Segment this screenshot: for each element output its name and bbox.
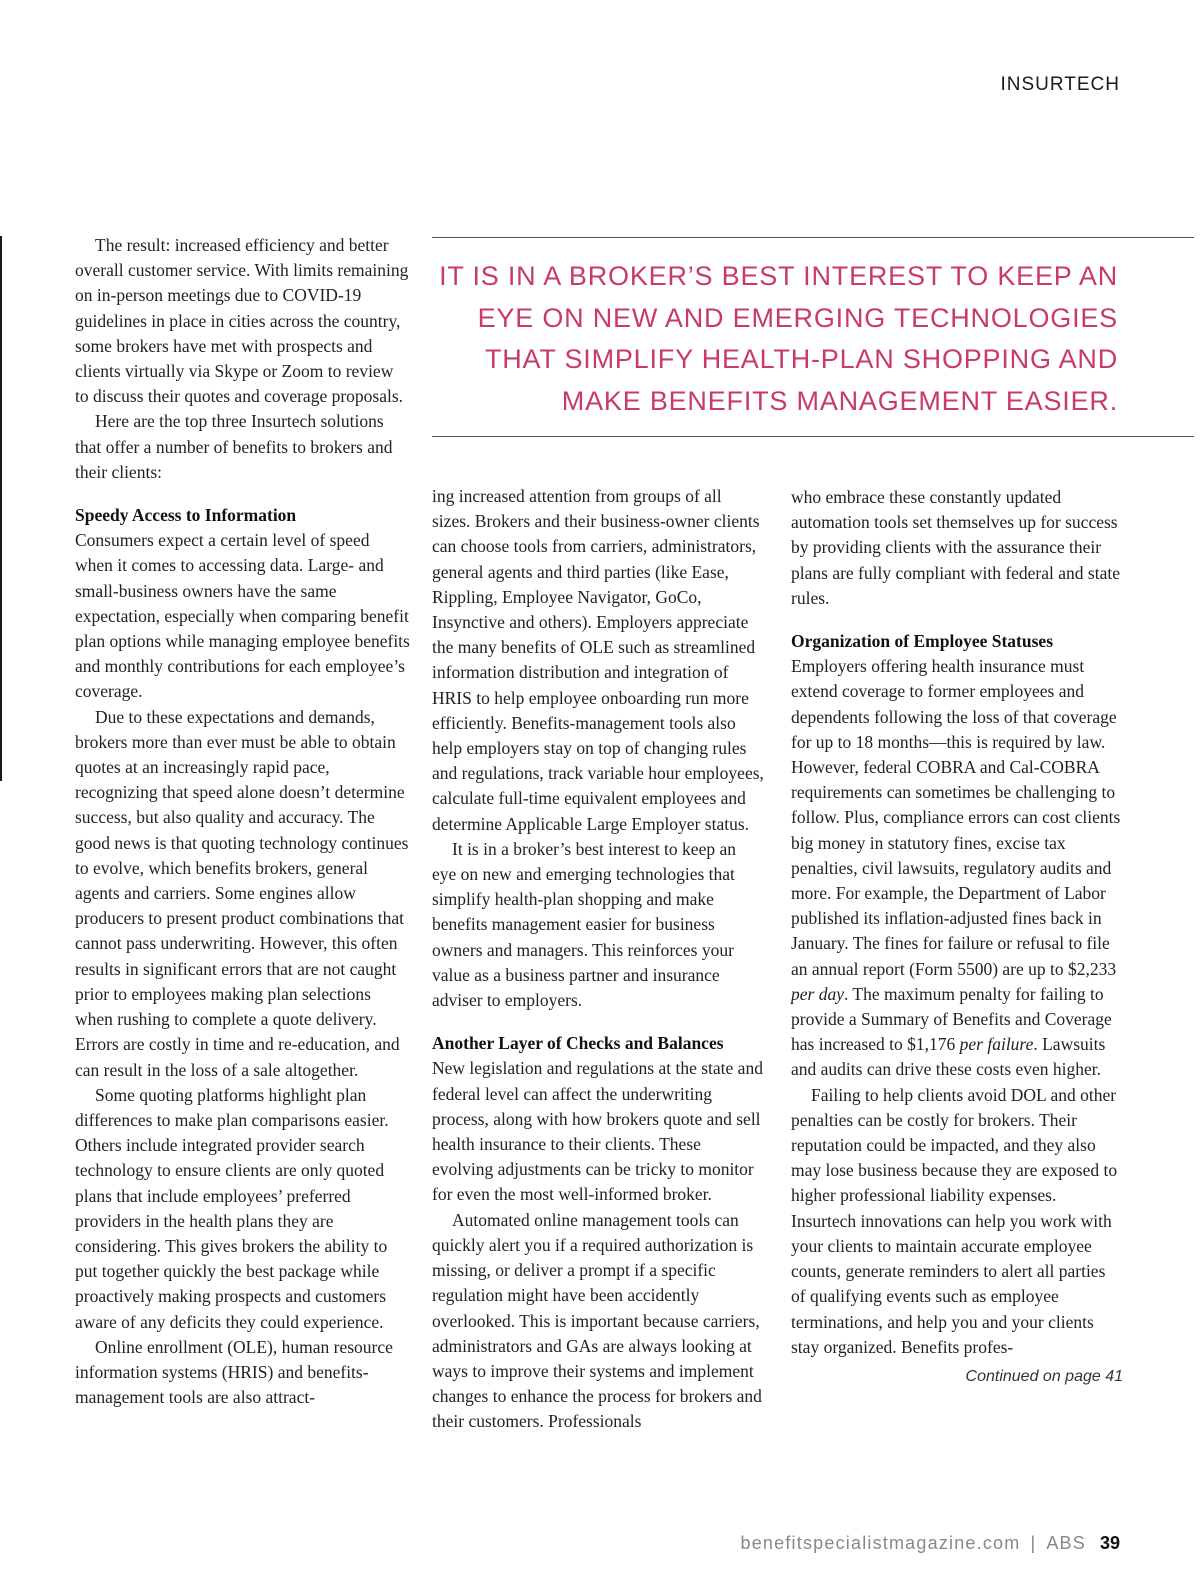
text-run: . Lawsuits and audits can drive these costs even higher.: [791, 1034, 1106, 1080]
paragraph: Here are the top three Insurtech solutions that offer a number of benefits to brokers and their clients:: [75, 411, 393, 482]
paragraph: Due to these expectations and demands, brokers more than ever must be able to obtain quotes at an increasingly rapid pace, recognizing that speed alone doesn’t determine success, but also quality and accuracy. The good news is that quoting technology continues to evolve, which benefits brokers, general agents and carriers. Some engines allow producers to present product combinations that cannot pass underwriting. However, this often results in significant errors that are not caught prior to employees making plan selections when rushing to complete a quote delivery. Errors are costly in time and re-education, and can result in the loss of a sale altogether.: [75, 706, 409, 1080]
text-run: Employers offering health insurance must extend coverage to former employees and dependents following the loss of that coverage for up to 18 months—this is required by law. However, federal COBRA and Cal-COBRA requirements can sometimes be challenging to follow. Plus, compliance errors can cost clients big money in statutory fines, excise tax penalties, civil lawsuits, regulatory audits and more. For example, the Department of Labor published its inflation-adjusted fines back in January. The fines for failure or refusal to file an annual report (Form 5500) are up to $2,233: [791, 656, 1121, 979]
italic-run: per failure: [959, 1034, 1034, 1055]
paragraph: Some quoting platforms highlight plan differences to make plan comparisons easier. Others include integrated provider search technology to ensure clients are only quoted plans that include employees’ preferred providers in the health plans they are considering. This gives brokers the ability to put together quickly the best package while proactively making prospects and customers aware of any deficits they could experience.: [75, 1084, 389, 1332]
subheading-speedy-access: Speedy Access to Information: [75, 505, 297, 526]
section-label: INSURTECH: [1000, 74, 1120, 95]
column-3: [791, 485, 1123, 1389]
paragraph-fines: [791, 654, 1123, 1082]
footer-publication: ABS: [1046, 1533, 1086, 1553]
paragraph: Failing to help clients avoid DOL and other penalties can be costly for brokers. Their reputation could be impacted, and they also may lose business because they are exposed to higher professional liability expenses. Insurtech innovations can help you work with your clients to maintain accurate employee counts, generate reminders to alert all parties of qualifying events such as employee terminations, and help you and your clients stay organized. Benefits profes-: [791, 1084, 1118, 1357]
paragraph: Consumers expect a certain level of speed when it comes to accessing data. Large- and small-business owners have the same expectation, especially when comparing benefit plan options while managing employee benefits and monthly contributions for each employee’s coverage.: [75, 530, 410, 702]
continued-note: Continued on page 41: [965, 1367, 1123, 1385]
pull-quote: [432, 237, 1194, 437]
paragraph: ing increased attention from groups of all sizes. Brokers and their business-owner clients can choose tools from carriers, administrators, general agents and third parties (like Ease, Rippling, Employee Navigator, GoCo, Insynctive and others). Employers appreciate the many benefits of OLE such as streamlined information distribution and integration of HRIS to help employee onboarding run more efficiently. Benefits-management tools also help employers stay on top of changing rules and regulations, track variable hour employees, calculate full-time equivalent employees and determine Applicable Large Employer status.: [432, 486, 764, 834]
footer-separator: |: [1030, 1533, 1037, 1553]
column-1: [75, 233, 410, 1410]
paragraph: Automated online management tools can quickly alert you if a required authorization is missing, or deliver a prompt if a specific regulation might have been accidently overlooked. This is important because carriers, administrators and GAs are always looking at ways to improve their systems and implement changes to enhance the process for brokers and their customers. Professionals: [432, 1209, 762, 1432]
page-footer: [741, 1533, 1120, 1554]
text-run: . The maximum penalty for failing to provide a Summary of Benefits and Coverage has increased to $1,176: [791, 983, 1112, 1055]
footer-site: benefitspecialistmagazine.com: [740, 1533, 1021, 1553]
paragraph: New legislation and regulations at the state and federal level can affect the underwriting process, along with how brokers quote and sell health insurance to their clients. These evolving adjustments can be tricky to monitor for even the most well-informed broker.: [432, 1058, 763, 1205]
subheading-employee-statuses: Organization of Employee Statuses: [791, 631, 1054, 652]
pull-quote-text: IT IS IN A BROKER’S BEST INTEREST TO KEEP AN EYE ON NEW AND EMERGING TECHNOLOGIES THAT SIMPLIFY HEALTH-PLAN SHOPPING AND MAKE BENEFITS MANAGEMENT EASIER.: [439, 261, 1118, 416]
paragraph: who embrace these constantly updated automation tools set themselves up for success by providing clients with the assurance their plans are fully compliant with federal and state rules.: [791, 487, 1120, 608]
left-margin-rule: [0, 236, 2, 781]
italic-run: per day: [791, 983, 844, 1004]
page-number: 39: [1099, 1533, 1120, 1553]
paragraph: The result: increased efficiency and better overall customer service. With limits remaining on in-person meetings due to COVID-19 guidelines in place in cities across the country, some brokers have met with prospects and clients virtually via Skype or Zoom to review to discuss their quotes and coverage proposals.: [75, 235, 409, 407]
column-2: [432, 484, 764, 1435]
subheading-checks-balances: Another Layer of Checks and Balances: [432, 1033, 724, 1054]
paragraph: It is in a broker’s best interest to keep an eye on new and emerging technologies that simplify health-plan shopping and make benefits management easier for business owners and managers. This reinforces your value as a business partner and insurance adviser to employers.: [432, 838, 736, 1011]
paragraph: Online enrollment (OLE), human resource information systems (HRIS) and benefits-management tools are also attract-: [75, 1336, 393, 1408]
